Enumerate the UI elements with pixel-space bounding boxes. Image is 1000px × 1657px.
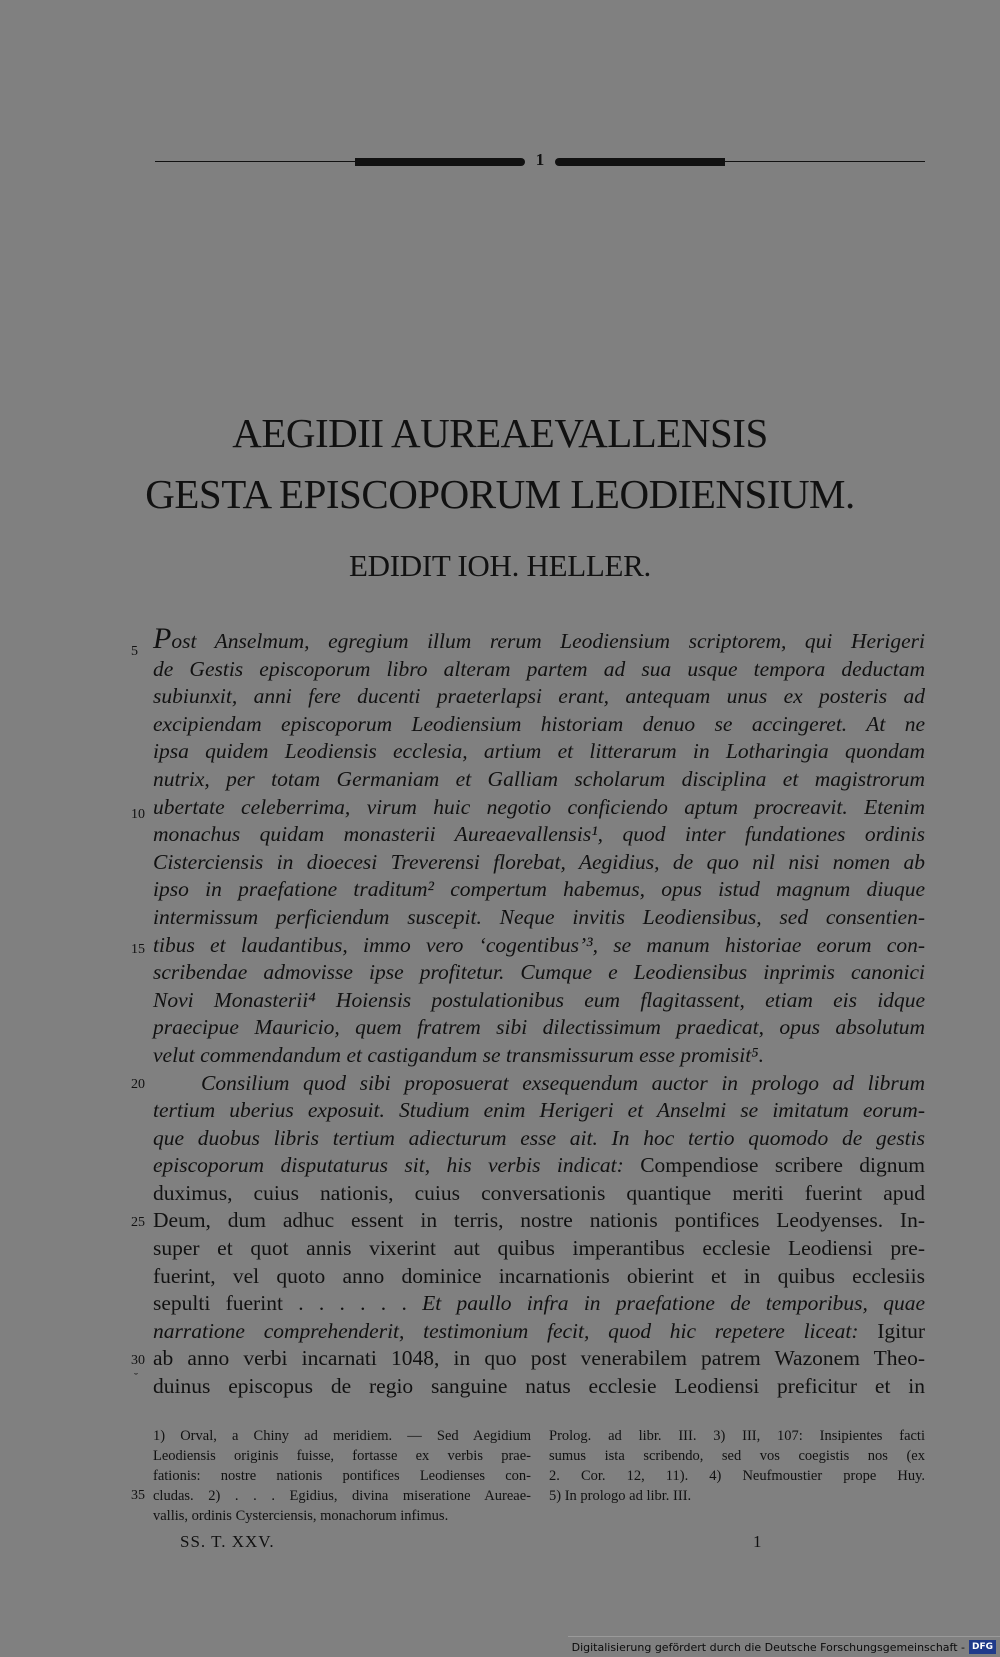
footnotes-column-2 bbox=[549, 1426, 925, 1506]
body-line: Consilium quod sibi proposuerat exsequendum auctor in prologo ad librum bbox=[201, 1070, 925, 1095]
footnote-line: fationis: nostre nationis pontifices Leodienses con- bbox=[153, 1468, 531, 1484]
footer-banner bbox=[568, 1636, 1000, 1657]
body-line: duximus, cuius nationis, cuius conversationis quantique meriti fuerint apud bbox=[153, 1180, 925, 1205]
body-line: velut commendandum et castigandum se transmissurum esse promisit⁵. bbox=[153, 1042, 765, 1067]
body-line: episcoporum disputaturus sit, his verbis indicat: Compendiose scribere dignum bbox=[153, 1153, 925, 1178]
margin-number-30: 30 bbox=[131, 1353, 145, 1368]
footnote-line: 1) Orval, a Chiny ad meridiem. — Sed Aegidium bbox=[153, 1428, 531, 1444]
body-line: monachus quidam monasterii Aureaevallensis¹, quod inter fundationes ordinis bbox=[153, 822, 925, 847]
body-line: super et quot annis vixerint aut quibus imperantibus ecclesie Leodiensi pre- bbox=[153, 1236, 925, 1261]
footnote-line: Leodiensis originis fuisse, fortasse ex verbis prae- bbox=[153, 1448, 531, 1464]
body-line: nutrix, per totam Germaniam et Galliam scholarum disciplina et magistrorum bbox=[153, 766, 925, 791]
dfg-logo-icon: DFG bbox=[969, 1640, 996, 1654]
margin-number-20: 20 bbox=[131, 1077, 145, 1092]
footnote-line: cludas. 2) . . . Egidius, divina miseratione Aureae- bbox=[153, 1488, 531, 1504]
body-line: duinus episcopus de regio sanguine natus ecclesie Leodiensi preficitur et in bbox=[153, 1374, 925, 1399]
body-text bbox=[153, 622, 925, 1401]
body-line: que duobus libris tertium adiecturum esse ait. In hoc tertio quomodo de gestis bbox=[153, 1125, 925, 1150]
body-line: ipso in praefatione traditum² compertum habemus, opus istud magnum diuque bbox=[153, 877, 925, 902]
body-line: Deum, dum adhuc essent in terris, nostre nationis pontifices Leodyenses. In- bbox=[153, 1208, 925, 1233]
body-line: ab anno verbi incarnati 1048, in quo post venerabilem patrem Wazonem Theo- bbox=[153, 1346, 925, 1371]
body-line: fuerint, vel quoto anno dominice incarnationis obierint et in quibus ecclesiis bbox=[153, 1263, 925, 1288]
body-line: Post Anselmum, egregium illum rerum Leodiensium scriptorem, qui Herigeri bbox=[153, 622, 925, 655]
title-line-2: GESTA EPISCOPORUM LEODIENSIUM. bbox=[145, 471, 855, 517]
body-line: excipiendam episcoporum Leodiensium historiam denuo se accingeret. At ne bbox=[153, 711, 925, 736]
header-rule-line-right bbox=[725, 161, 925, 162]
header-rule bbox=[155, 150, 925, 174]
body-line: ubertate celeberrima, virum huic negotio conficiendo aptum procreavit. Etenim bbox=[153, 794, 925, 819]
body-line: Novi Monasterii⁴ Hoiensis postulationibus eum flagitassent, etiam eis idque bbox=[153, 987, 925, 1012]
body-line: subiunxit, anni fere ducenti praeterlapsi erant, antequam unus ex posteris ad bbox=[153, 684, 925, 709]
margin-number-25: 25 bbox=[131, 1215, 145, 1230]
header-rule-bar-right bbox=[555, 158, 725, 166]
margin-number-15: 15 bbox=[131, 942, 145, 957]
body-line: Cisterciensis in dioecesi Treverensi florebat, Aegidius, de quo nil nisi nomen ab bbox=[153, 849, 925, 874]
body-line: tibus et laudantibus, immo vero ‘cogentibus’³, se manum historiae eorum con- bbox=[153, 932, 925, 957]
body-line: ipsa quidem Leodiensis ecclesia, artium et litterarum in Lotharingia quondam bbox=[153, 739, 925, 764]
title-line-1: AEGIDII AUREAEVALLENSIS bbox=[232, 410, 768, 456]
header-page-marker: 1 bbox=[535, 150, 545, 169]
page-number: 1 bbox=[753, 1532, 762, 1551]
page-signature: SS. T. XXV. bbox=[180, 1532, 275, 1551]
margin-mark: ˘ bbox=[134, 1370, 138, 1384]
footnote-line: 2. Cor. 12, 11). 4) Neufmoustier prope Huy. bbox=[549, 1468, 925, 1484]
body-line: de Gestis episcoporum libro alteram partem ad sua usque tempora deductam bbox=[153, 656, 925, 681]
footnote-line: vallis, ordinis Cysterciensis, monachorum infimus. bbox=[153, 1508, 449, 1524]
margin-number-5: 5 bbox=[131, 644, 138, 659]
footnote-line: sumus ista scribendo, sed vos coegistis nos (ex bbox=[549, 1448, 925, 1464]
margin-number-35: 35 bbox=[131, 1488, 145, 1503]
footnote-line: 5) In prologo ad libr. III. bbox=[549, 1488, 692, 1504]
editor-line: EDIDIT IOH. HELLER. bbox=[349, 548, 651, 583]
body-line: narratione comprehenderit, testimonium fecit, quod hic repetere liceat: Igitur bbox=[153, 1318, 925, 1343]
body-line: intermissum perficiendum suscepit. Neque invitis Leodiensibus, sed consentien- bbox=[153, 904, 925, 929]
body-line: sepulti fuerint . . . . . . Et paullo infra in praefatione de temporibus, quae bbox=[153, 1291, 925, 1316]
body-line: scribendae admovisse ipse profitetur. Cumque e Leodiensibus inprimis canonici bbox=[153, 960, 925, 985]
footnotes-column-1 bbox=[153, 1426, 531, 1526]
body-line: praecipue Mauricio, quem fratrem sibi dilectissimum praedicat, opus absolutum bbox=[153, 1015, 925, 1040]
footnote-line: Prolog. ad libr. III. 3) III, 107: Insipientes facti bbox=[549, 1428, 925, 1444]
footer-banner-text: Digitalisierung gefördert durch die Deutsche Forschungsgemeinschaft - bbox=[571, 1640, 965, 1654]
margin-number-10: 10 bbox=[131, 807, 145, 822]
body-line: tertium uberius exposuit. Studium enim Herigeri et Anselmi se imitatum eorum- bbox=[153, 1098, 925, 1123]
